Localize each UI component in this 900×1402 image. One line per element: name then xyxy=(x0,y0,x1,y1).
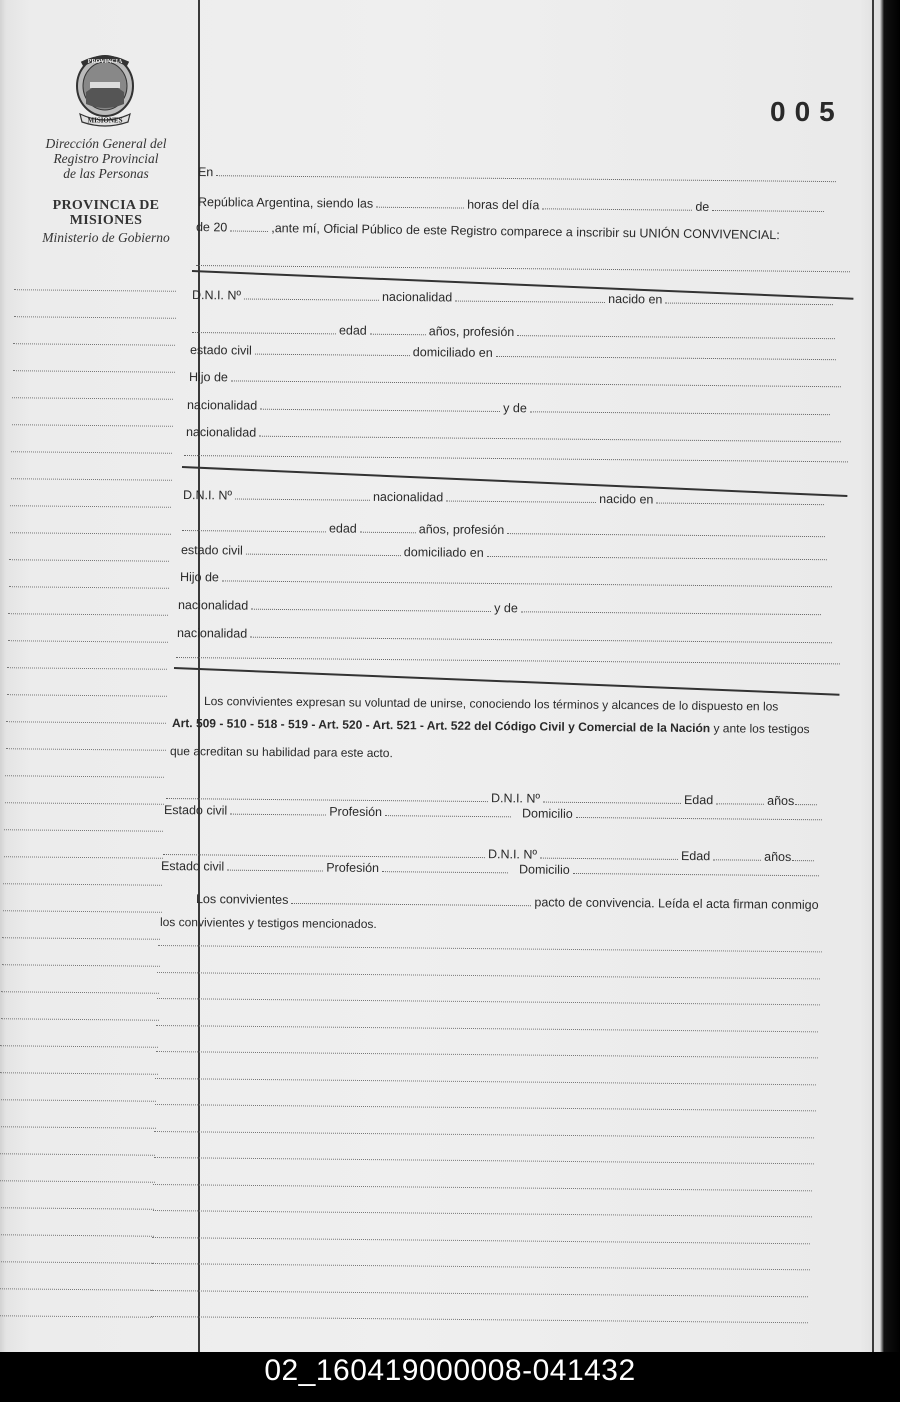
p2-nacido-label: nacido en xyxy=(599,491,654,507)
p2-dni-field[interactable] xyxy=(235,488,370,500)
remarks-line[interactable] xyxy=(153,1210,812,1217)
w2-anos-dots xyxy=(792,850,814,861)
p2-domicilio-label: domiciliado en xyxy=(403,545,484,560)
opening-republica-row xyxy=(198,195,827,215)
label-de: de xyxy=(695,199,710,214)
p2-dni-label: D.N.I. Nº xyxy=(182,488,233,503)
p1-profesion-field[interactable] xyxy=(517,325,835,339)
p1-domicilio-label: domiciliado en xyxy=(412,345,493,360)
w2-edad-field[interactable] xyxy=(713,849,761,860)
p1-hijo-field[interactable] xyxy=(231,370,841,387)
province-line-1: PROVINCIA DE xyxy=(52,198,160,213)
field-en[interactable] xyxy=(216,165,836,182)
shield-top-text: PROVINCIA xyxy=(87,59,123,65)
p2-estado-label: estado civil xyxy=(180,543,243,558)
page-edge xyxy=(872,0,874,1352)
opening-blank-line[interactable] xyxy=(196,265,850,272)
w1-name-field[interactable] xyxy=(166,788,488,802)
opening-en-row xyxy=(198,165,839,185)
closing-row-1 xyxy=(196,892,819,912)
w2-anos-label: años xyxy=(764,849,792,865)
section-rule-3 xyxy=(174,667,840,696)
p1-dni-field[interactable] xyxy=(244,288,379,300)
p1-nacionalidad-field[interactable] xyxy=(455,291,605,303)
w1-estado-field[interactable] xyxy=(230,804,326,816)
p1-yde-field[interactable] xyxy=(530,401,830,415)
p1-nacido-label: nacido en xyxy=(608,291,663,307)
p1-nac3-row xyxy=(186,425,844,445)
p2-nac3-label: nacionalidad xyxy=(176,626,248,641)
institution-line-3: de las Personas xyxy=(63,166,149,181)
ministry-line: Ministerio de Gobierno xyxy=(42,230,170,245)
p2-blank-field[interactable] xyxy=(182,520,326,532)
field-horas[interactable] xyxy=(376,197,464,209)
province-line-2: MISIONES xyxy=(69,213,143,228)
field-mes[interactable] xyxy=(712,200,824,212)
p1-edad-row xyxy=(192,322,838,342)
w2-profesion-field[interactable] xyxy=(382,861,508,873)
p2-yde-field[interactable] xyxy=(521,601,821,615)
remarks-line[interactable] xyxy=(157,998,820,1005)
w2-domicilio-label: Domicilio xyxy=(518,862,570,877)
remarks-line[interactable] xyxy=(156,1051,818,1058)
remarks-line[interactable] xyxy=(152,1237,810,1244)
p1-domicilio-field[interactable] xyxy=(496,346,836,360)
w1-domicilio-field[interactable] xyxy=(576,807,822,820)
remarks-line[interactable] xyxy=(152,1263,810,1270)
label-en: En xyxy=(197,165,214,180)
w2-dni-label: D.N.I. Nº xyxy=(487,847,538,862)
w2-profesion-label: Profesión xyxy=(326,860,380,876)
remarks-line[interactable] xyxy=(151,1316,808,1323)
p1-edad-label: edad xyxy=(338,323,367,338)
p1-edad-field[interactable] xyxy=(370,324,426,336)
p1-nac3-label: nacionalidad xyxy=(185,425,257,440)
law-references: Art. 509 - 510 - 518 - 519 - Art. 520 - Art. 521 - Art. 522 del Código Civil y Comercial de la Nación xyxy=(171,716,711,736)
p2-profesion-label: años, profesión xyxy=(418,522,505,538)
p2-edad-field[interactable] xyxy=(360,522,416,534)
p1-profesion-label: años, profesión xyxy=(428,324,515,340)
p2-nac2-row xyxy=(178,598,824,618)
label-republica: República Argentina, siendo las xyxy=(197,195,374,211)
institution-block xyxy=(20,136,192,181)
w1-domicilio-label: Domicilio xyxy=(521,806,573,821)
p1-hijo-label: Hijo de xyxy=(188,370,228,385)
remarks-line[interactable] xyxy=(154,1157,814,1164)
p1-nac3-field[interactable] xyxy=(259,426,841,443)
p1-blank-line[interactable] xyxy=(184,455,848,462)
institution-line-2: Registro Provincial xyxy=(53,151,159,166)
w1-anos-dots xyxy=(795,794,817,805)
shield-bottom-text: MISIONES xyxy=(87,116,123,125)
p1-hijo-row xyxy=(189,370,844,390)
declaration-line-3: que acreditan su habilidad para este acto. xyxy=(169,744,393,761)
p2-edad-row xyxy=(182,520,828,540)
closing-pacto: pacto de convivencia. Leída el acta firman conmigo xyxy=(534,895,819,912)
p2-edad-label: edad xyxy=(328,521,357,536)
field-dia[interactable] xyxy=(542,198,692,210)
p1-yde-label: y de xyxy=(503,401,527,416)
p2-nac3-row xyxy=(177,626,835,646)
remarks-line[interactable] xyxy=(155,1104,816,1111)
p2-nacionalidad-field[interactable] xyxy=(446,491,596,503)
p1-nac2-row xyxy=(187,398,833,418)
p1-estado-field[interactable] xyxy=(255,344,410,356)
p1-dni-label: D.N.I. Nº xyxy=(191,288,242,303)
remarks-line[interactable] xyxy=(155,1078,816,1085)
w2-estado-field[interactable] xyxy=(227,860,323,872)
w2-estado-label: Estado civil xyxy=(160,859,225,874)
p2-nacido-field[interactable] xyxy=(656,493,824,506)
w1-profesion-field[interactable] xyxy=(385,805,511,817)
field-anio[interactable] xyxy=(230,220,268,232)
remarks-line[interactable] xyxy=(157,972,820,979)
remarks-line[interactable] xyxy=(156,1025,818,1032)
p2-hijo-label: Hijo de xyxy=(179,570,219,585)
declaration-tail: y ante los testigos xyxy=(710,721,810,737)
w1-anos-label: años xyxy=(767,793,795,809)
label-de20: de 20 xyxy=(195,220,228,235)
label-ante-mi: ,ante mí, Oficial Público de este Registro comparece a inscribir su UNIÓN CONVIVENCIAL: xyxy=(271,221,780,243)
p2-nac3-field[interactable] xyxy=(250,627,832,644)
p2-nac2-label: nacionalidad xyxy=(177,598,249,613)
w1-dni-field[interactable] xyxy=(543,792,681,804)
p2-blank-line[interactable] xyxy=(176,657,840,664)
p1-nac2-field[interactable] xyxy=(260,399,500,412)
w1-profesion-label: Profesión xyxy=(329,804,383,820)
opening-ante-row xyxy=(196,220,780,242)
scan-id-label: 02_160419000008-041432 xyxy=(264,1354,636,1387)
p1-dni-row xyxy=(192,288,837,308)
w2-edad-label: Edad xyxy=(680,848,711,864)
w1-edad-label: Edad xyxy=(683,792,714,808)
declaration-line-2 xyxy=(172,716,810,736)
p2-estado-field[interactable] xyxy=(246,544,401,556)
act-number: 005 xyxy=(770,96,844,127)
p2-hijo-row xyxy=(180,570,835,590)
p2-nac2-field[interactable] xyxy=(251,599,491,612)
remarks-line[interactable] xyxy=(153,1184,812,1191)
p2-estado-row xyxy=(181,543,830,563)
p2-hijo-field[interactable] xyxy=(222,570,832,587)
p1-estado-row xyxy=(190,343,839,363)
w1-estado-label: Estado civil xyxy=(163,803,228,818)
closing-label: Los convivientes xyxy=(195,892,289,907)
declaration-line-1: Los convivientes expresan su voluntad de unirse, conociendo los términos y alcances de lo dispuesto en los xyxy=(203,694,779,714)
w2-dni-field[interactable] xyxy=(540,848,678,860)
closing-field[interactable] xyxy=(291,893,531,906)
p1-nac2-label: nacionalidad xyxy=(186,398,258,413)
p2-yde-label: y de xyxy=(494,601,518,616)
p1-nacionalidad-label: nacionalidad xyxy=(381,289,453,305)
p2-profesion-field[interactable] xyxy=(507,523,825,537)
p2-nacionalidad-label: nacionalidad xyxy=(372,489,444,505)
remarks-line[interactable] xyxy=(158,945,822,952)
remarks-line[interactable] xyxy=(151,1290,808,1297)
w1-dni-label: D.N.I. Nº xyxy=(490,791,541,806)
label-horas: horas del día xyxy=(467,197,540,213)
remarks-line[interactable] xyxy=(154,1131,814,1138)
p1-estado-label: estado civil xyxy=(189,343,252,358)
w2-name-field[interactable] xyxy=(163,844,485,858)
closing-row-2: los convivientes y testigos mencionados. xyxy=(159,915,377,932)
w1-edad-field[interactable] xyxy=(716,793,764,804)
p2-domicilio-field[interactable] xyxy=(487,546,827,560)
provincial-shield-icon xyxy=(72,52,138,128)
province-block xyxy=(20,198,192,245)
w2-domicilio-field[interactable] xyxy=(573,863,819,876)
p1-blank-field[interactable] xyxy=(192,322,336,334)
institution-line-1: Dirección General del xyxy=(45,136,167,151)
p1-nacido-field[interactable] xyxy=(665,293,833,306)
